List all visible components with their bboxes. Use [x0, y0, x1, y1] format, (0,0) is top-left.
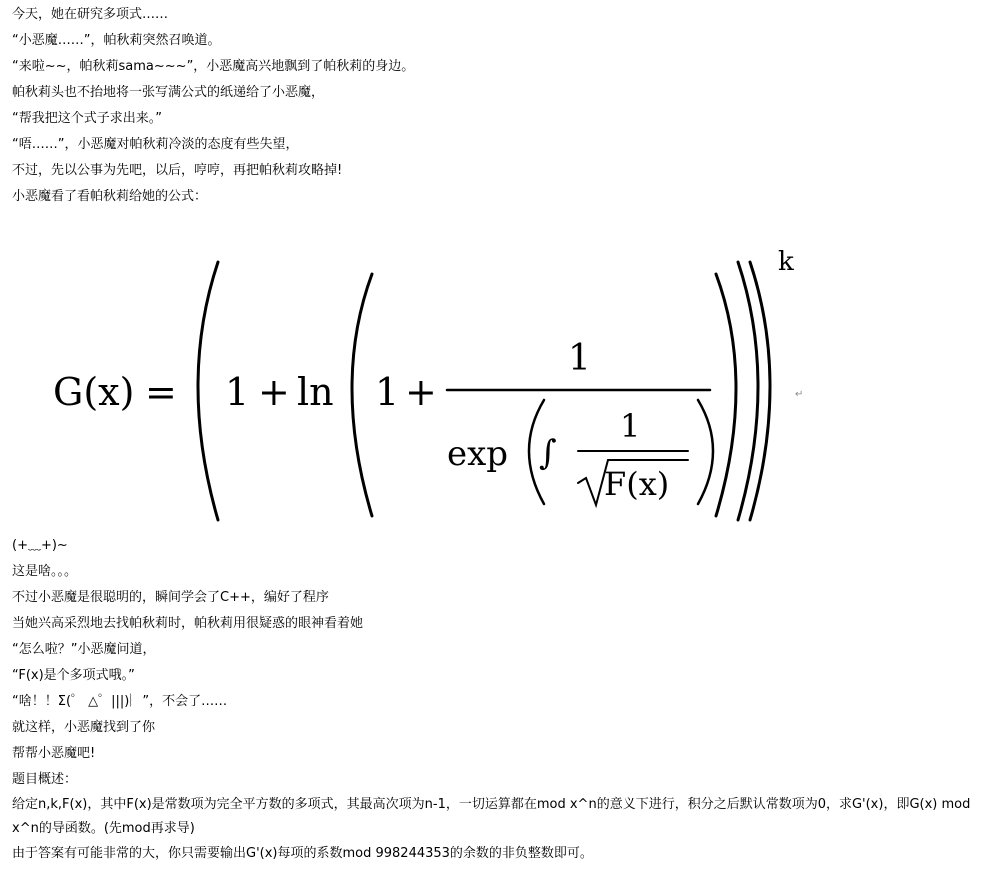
outer-left-bracket — [198, 262, 218, 520]
formula-lhs: G(x) — [53, 370, 135, 414]
intro-text — [12, 2, 987, 210]
intro-line: 今天，她在研究多项式…… — [12, 7, 169, 22]
after-line: 这是啥。。。 — [12, 564, 78, 579]
after-line: 就这样，小恶魔找到了你 — [12, 720, 156, 735]
problem-statement: 给定n,k,F(x)，其中F(x)是常数项为完全平方数的多项式，其最高次项为n-1，一切运算都在mod x^n的意义下进行，积分之后默认常数项为0，求G'(x)，即G(x) mod x^n的导函数。(先mod再求导) — [12, 797, 971, 836]
exp-right-bracket — [698, 400, 713, 504]
formula-ln: ln — [297, 370, 334, 414]
after-line: (+﹏+)~ — [12, 538, 68, 553]
formula-equals: = — [145, 370, 177, 414]
after-line: “F(x)是个多项式哦。” — [12, 668, 135, 683]
intro-line: 小恶魔看了看帕秋莉给她的公式： — [12, 189, 208, 204]
problem-note: 由于答案有可能非常的大，你只需要输出G'(x)每项的系数mod 998244353的余数的非负整数即可。 — [12, 846, 593, 861]
formula-plus-outer: + — [258, 370, 290, 414]
ln-left-bracket — [352, 274, 372, 516]
after-line: 当她兴高采烈地去找帕秋莉时，帕秋莉用很疑惑的眼神看着她 — [12, 616, 364, 631]
intro-line: “小恶魔……”，帕秋莉突然召唤道。 — [12, 33, 221, 48]
after-text — [12, 533, 987, 867]
formula-plus-inner: + — [405, 370, 437, 414]
intro-line: 帕秋莉头也不抬地将一张写满公式的纸递给了小恶魔， — [12, 85, 325, 100]
formula-one-inner: 1 — [375, 370, 400, 414]
after-line: “怎么啦？”小恶魔问道， — [12, 642, 156, 657]
formula-exponent: k — [778, 247, 794, 277]
after-line: 帮帮小恶魔吧! — [12, 746, 96, 761]
formula-image — [0, 232, 994, 532]
formula-inner-numerator: 1 — [620, 407, 641, 445]
after-line: “啥！！Σ(゜ △゜|||)︴”，不会了…… — [12, 694, 228, 709]
ln-right-bracket — [716, 274, 736, 516]
intro-line: 不过，先以公事为先吧，以后，哼哼，再把帕秋莉攻略掉! — [12, 163, 343, 178]
formula-integral: ∫ — [539, 433, 557, 473]
intro-line: “来啦~~，帕秋莉sama~~~”，小恶魔高兴地飘到了帕秋莉的身边。 — [12, 59, 415, 74]
paragraph-mark-icon: ↵ — [795, 389, 804, 400]
formula-sqrt-arg: F(x) — [604, 465, 670, 503]
outer-right-bracket-2 — [750, 262, 770, 520]
after-line: 题目概述： — [12, 772, 78, 787]
outer-right-bracket-1 — [738, 262, 758, 520]
formula-numerator: 1 — [568, 338, 591, 379]
formula-one-outer: 1 — [225, 370, 250, 414]
intro-line: “帮我把这个式子求出来。” — [12, 111, 162, 126]
formula-exp: exp — [447, 434, 509, 474]
intro-line: “唔……”，小恶魔对帕秋莉冷淡的态度有些失望， — [12, 137, 299, 152]
after-line: 不过小恶魔是很聪明的，瞬间学会了C++，编好了程序 — [12, 590, 329, 605]
